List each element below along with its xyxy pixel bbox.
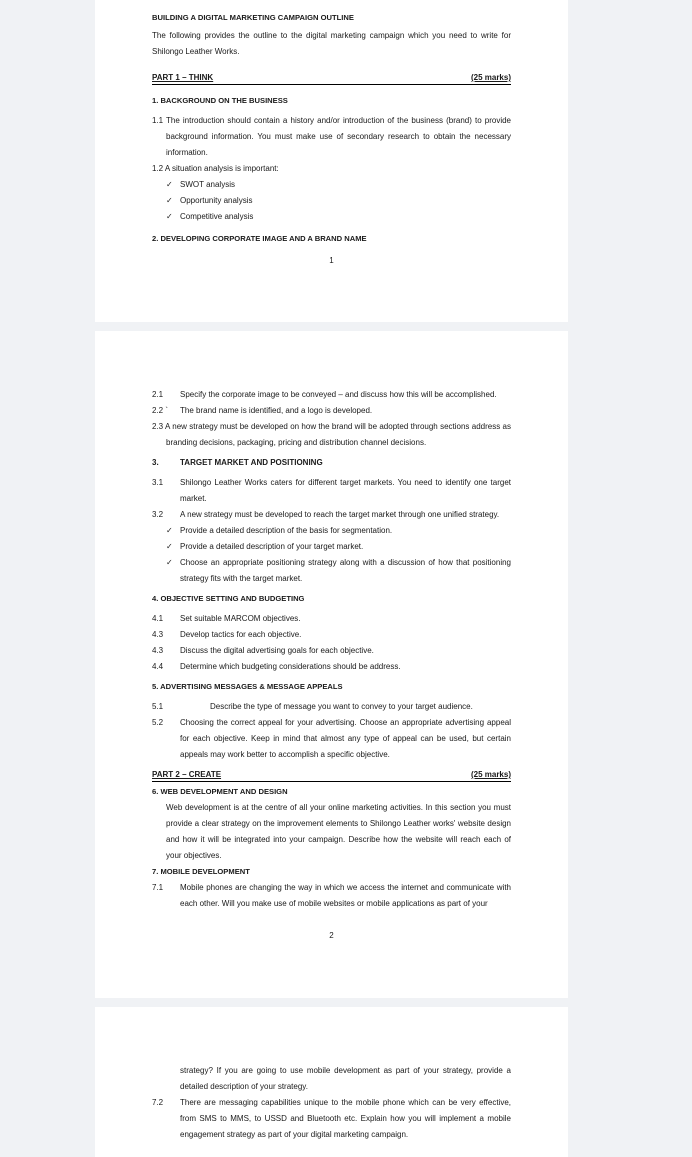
part-1-header [152,72,511,85]
section-4-item-number: 4.3 [152,646,164,655]
item-5-1 [152,699,511,715]
checklist-item-text: Competitive analysis [180,212,254,221]
check-icon: ✓ [166,542,173,551]
section-4-item-text: Determine which budgeting considerations should be address. [180,662,401,671]
page-number: 2 [329,931,334,940]
section-3-title: TARGET MARKET AND POSITIONING [180,458,323,467]
item-2-2-text: The brand name is identified, and a logo is developed. [180,406,373,415]
checklist-item [152,523,511,539]
item-7-2 [152,1095,511,1143]
item-1-1-number: 1.1 [152,116,164,125]
item-1-1-text: The introduction should contain a history and/or introduction of the business (brand) to provide background information. You must make use of secondary research to obtain the necessary information. [166,116,511,157]
section-4-heading: 4. OBJECTIVE SETTING AND BUDGETING [152,594,305,603]
item-5-2-text: Choosing the correct appeal for your advertising. Choose an appropriate advertising appeal for each objective. Keep in mind that almost any type of appeal can be used, but certain appeals may work better to accomplish a specific objective. [180,718,511,759]
checklist-item [152,177,511,193]
item-3-2-text: A new strategy must be developed to reach the target market through one unified strategy. [180,510,500,519]
item-2-1-text: Specify the corporate image to be conveyed – and discuss how this will be accomplished. [180,390,497,399]
document-title: BUILDING A DIGITAL MARKETING CAMPAIGN OUTLINE [152,13,354,22]
item-1-2-text: 1.2 A situation analysis is important: [152,164,279,173]
page-number: 1 [329,256,334,265]
item-2-1-number: 2.1 [152,390,164,399]
part-1-marks: (25 marks) [470,73,511,82]
item-2-3-text: 2.3 A new strategy must be developed on how the brand will be adopted through sections address as branding decisions, packaging, pricing and distribution channel decisions. [152,422,511,447]
checklist-item-text: Choose an appropriate positioning strategy along with a discussion of how that positioning strategy fits with the target market. [180,558,511,583]
checklist-item-text: Provide a detailed description of your target market. [180,542,364,551]
item-3-2 [152,507,511,523]
section-3-heading [152,455,511,471]
section-2-heading: 2. DEVELOPING CORPORATE IMAGE AND A BRAND NAME [152,234,367,243]
section-4-item-number: 4.3 [152,630,164,639]
item-7-1-text: Mobile phones are changing the way in which we access the internet and communicate with each other. Will you make use of mobile websites or mobile applications as part of your [180,883,511,908]
check-icon: ✓ [166,212,173,221]
item-7-2-number: 7.2 [152,1098,164,1107]
item-5-2 [152,715,511,763]
check-icon: ✓ [166,180,173,189]
section-4-item [152,643,511,659]
item-7-2-text: There are messaging capabilities unique to the mobile phone which can be very effective, from SMS to MMS, to USSD and Bluetooth etc. Explain how you will implement a mobile engagement strategy as part of your digital marketing campaign. [180,1098,511,1139]
section-1-heading: 1. BACKGROUND ON THE BUSINESS [152,96,288,105]
item-7-1-number: 7.1 [152,883,164,892]
part-2-header [152,769,511,782]
checklist-item-text: Provide a detailed description of the basis for segmentation. [180,526,393,535]
item-3-2-number: 3.2 [152,510,164,519]
check-icon: ✓ [166,558,173,567]
part-2-marks: (25 marks) [470,770,511,779]
item-2-2-number: 2.2 ` [152,406,169,415]
item-5-2-number: 5.2 [152,718,164,727]
section-3-number: 3. [152,458,159,467]
section-6-heading: 6. WEB DEVELOPMENT AND DESIGN [152,787,288,796]
section-4-item-text: Discuss the digital advertising goals for each objective. [180,646,374,655]
section-4-item-number: 4.4 [152,662,164,671]
section-4-item-number: 4.1 [152,614,164,623]
check-icon: ✓ [166,526,173,535]
item-2-1 [152,387,511,403]
part-1-label: PART 1 – THINK [152,73,214,82]
section-7-heading: 7. MOBILE DEVELOPMENT [152,867,250,876]
item-5-1-text: Describe the type of message you want to convey to your target audience. [210,702,473,711]
checklist-item-text: Opportunity analysis [180,196,253,205]
document-page-1 [95,0,568,322]
section-4-item [152,611,511,627]
intro-paragraph: The following provides the outline to the digital marketing campaign which you need to write for Shilongo Leather Works. [152,31,511,56]
checklist-item [152,555,511,587]
item-7-1 [152,880,511,912]
check-icon: ✓ [166,196,173,205]
document-page-2 [95,331,568,998]
item-3-1-text: Shilongo Leather Works caters for different target markets. You need to identify one target market. [180,478,511,503]
item-5-1-number: 5.1 [152,702,164,711]
part-2-label: PART 2 – CREATE [152,770,222,779]
section-4-item [152,627,511,643]
item-1-1 [152,113,511,161]
checklist-item [152,209,511,225]
section-6-text: Web development is at the centre of all your online marketing activities. In this section you must provide a clear strategy on the improvement elements to Shilongo Leather works' website design and how it will be integrated into your campaign. Describe how the website will reach each of your objectives. [166,803,511,860]
section-4-item-text: Set suitable MARCOM objectives. [180,614,301,623]
item-7-1-continuation: strategy? If you are going to use mobile development as part of your strategy, provide a detailed description of your strategy. [180,1066,511,1091]
checklist-item [152,539,511,555]
checklist-item-text: SWOT analysis [180,180,235,189]
section-4-item [152,659,511,675]
item-3-1 [152,475,511,507]
item-3-1-number: 3.1 [152,478,164,487]
section-5-heading: 5. ADVERTISING MESSAGES & MESSAGE APPEALS [152,682,343,691]
item-2-2 [152,403,511,419]
checklist-item [152,193,511,209]
document-page-3 [95,1007,568,1157]
section-4-item-text: Develop tactics for each objective. [180,630,302,639]
